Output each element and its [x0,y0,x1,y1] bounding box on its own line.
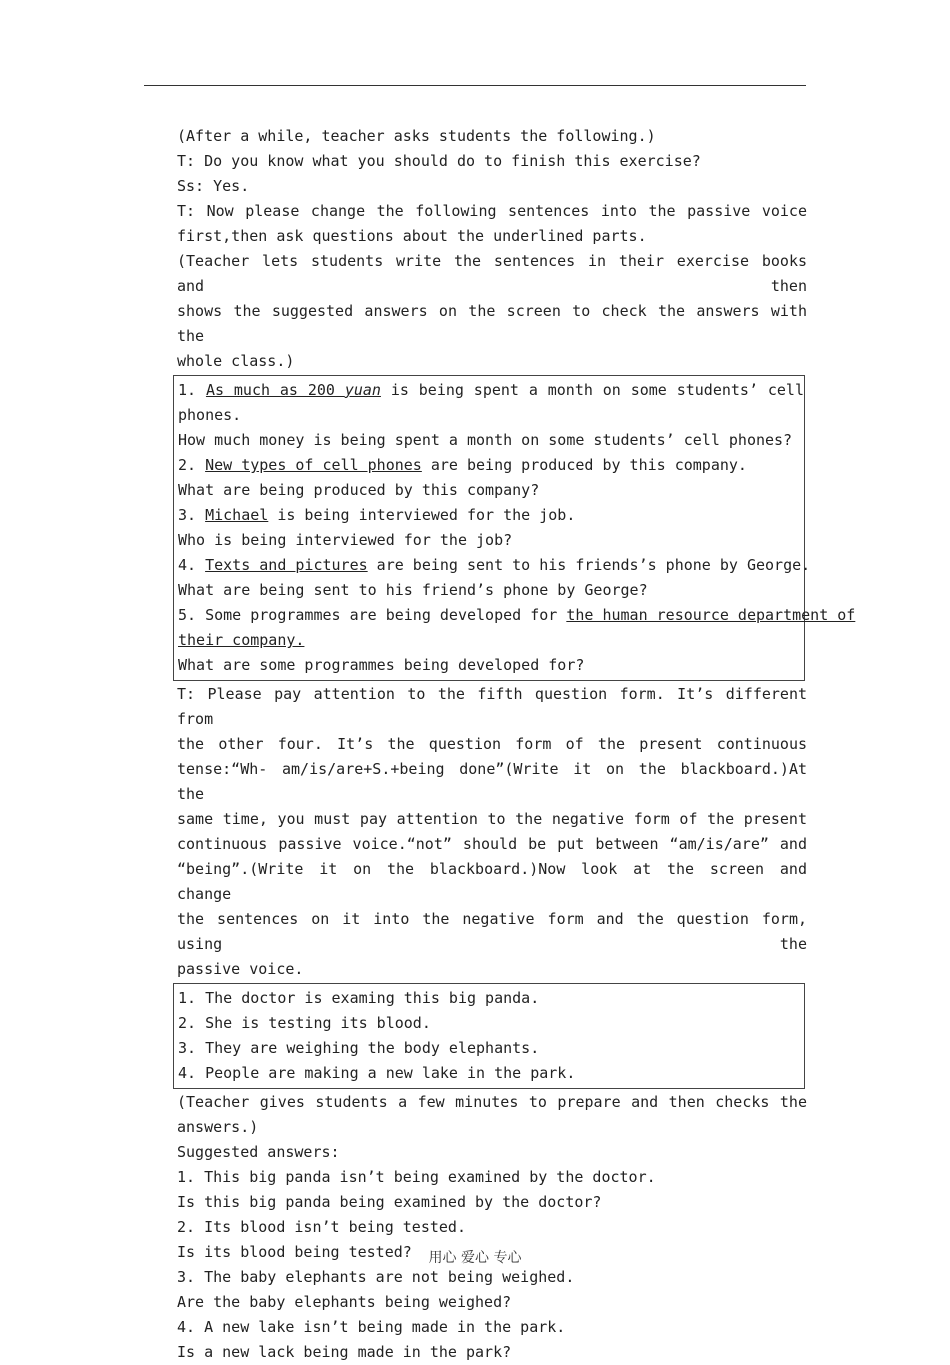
box1-sentence-5-cont: their company. [178,631,305,649]
intro-line-8: whole class.) [177,352,295,370]
box1-question-3: Who is being interviewed for the job? [178,531,513,549]
middle-line-3: tense:“Wh- am/is/are+S.+being done”(Write it on the blackboard.)At the [177,760,807,803]
exercise-box-2 [173,983,805,1089]
intro-line-6: (Teacher lets students write the sentences in their exercise books and then [177,252,807,295]
middle-line-4: same time, you must pay attention to the negative form of the present [177,810,807,828]
intro-line-2: T: Do you know what you should do to finish this exercise? [177,152,701,170]
page-footer: 用心 爱心 专心 [428,1250,522,1266]
box1-sentence-1: 1. As much as 200 yuan is being spent a month on some students’ cell [178,381,804,399]
box1-sentence-2: 2. New types of cell phones are being produced by this company. [178,456,747,474]
box2-sentence-3: 3. They are weighing the body elephants. [178,1039,540,1057]
answer-3-question: Are the baby elephants being weighed? [177,1293,512,1311]
answers-line-1: (Teacher gives students a few minutes to prepare and then checks the [177,1093,807,1111]
box1-sentence-1-cont: phones. [178,406,242,424]
intro-line-7: shows the suggested answers on the screen to check the answers with the [177,302,807,345]
box1-question-1: How much money is being spent a month on some students’ cell phones? [178,431,793,449]
box2-sentence-2: 2. She is testing its blood. [178,1014,431,1032]
answer-1: 1. This big panda isn’t being examined by the doctor. [177,1168,656,1186]
answers-line-2: answers.) [177,1118,259,1136]
box2-sentence-1: 1. The doctor is examing this big panda. [178,989,540,1007]
document-body [177,124,856,1365]
answer-2: 2. Its blood isn’t being tested. [177,1218,466,1236]
answer-2-question: Is its blood being tested? [177,1243,412,1261]
box1-question-4: What are being sent to his friend’s phone by George? [178,581,648,599]
intro-line-4: T: Now please change the following sentences into the passive voice [177,202,807,220]
answers-heading: Suggested answers: [177,1143,340,1161]
middle-line-5: continuous passive voice.“not” should be put between “am/is/are” and [177,835,807,853]
middle-line-8: passive voice. [177,960,304,978]
answer-4-question: Is a new lack being made in the park? [177,1343,512,1361]
middle-line-6: “being”.(Write it on the blackboard.)Now look at the screen and change [177,860,807,903]
box1-sentence-4: 4. Texts and pictures are being sent to his friends’s phone by George. [178,556,811,574]
exercise-box-1 [173,375,856,681]
box1-question-5: What are some programmes being developed for? [178,656,585,674]
middle-line-7: the sentences on it into the negative form and the question form, using the [177,910,807,953]
header-rule [144,85,806,86]
answer-1-question: Is this big panda being examined by the doctor? [177,1193,602,1211]
answer-4: 4. A new lake isn’t being made in the park. [177,1318,566,1336]
intro-line-5: first,then ask questions about the underlined parts. [177,227,647,245]
box1-sentence-3: 3. Michael is being interviewed for the job. [178,506,576,524]
middle-line-2: the other four. It’s the question form of the present continuous [177,735,807,753]
box2-sentence-4: 4. People are making a new lake in the park. [178,1064,576,1082]
answer-3: 3. The baby elephants are not being weighed. [177,1268,575,1286]
box1-sentence-5: 5. Some programmes are being developed for the human resource department of [178,606,856,624]
middle-line-1: T: Please pay attention to the fifth question form. It’s different from [177,685,807,728]
box1-question-2: What are being produced by this company? [178,481,540,499]
intro-line-1: (After a while, teacher asks students the following.) [177,127,656,145]
intro-line-3: Ss: Yes. [177,177,250,195]
